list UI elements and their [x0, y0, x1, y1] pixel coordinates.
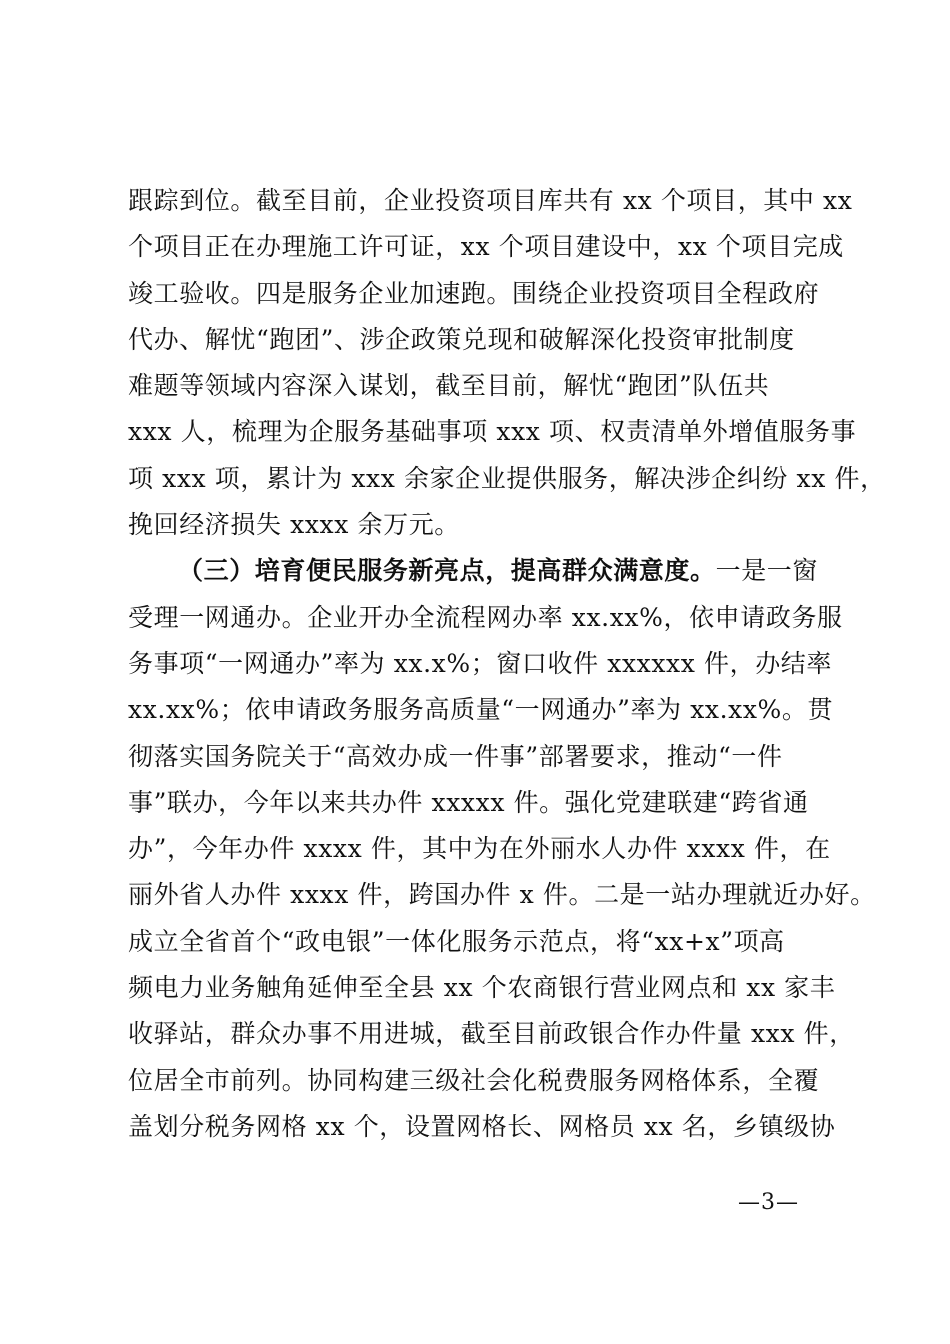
text-line: 收驿站，群众办事不用进城，截至目前政银合作办件量 xxx 件， — [128, 1019, 855, 1049]
heading-line-text: 一是一窗 — [715, 556, 819, 586]
text-line: 事”联办，今年以来共办件 xxxxx 件。强化党建联建“跨省通 — [128, 787, 809, 817]
text-line: 竣工验收。四是服务企业加速跑。围绕企业投资项目全程政府 — [128, 278, 820, 308]
text-line: 跟踪到位。截至目前，企业投资项目库共有 xx 个项目，其中 xx — [128, 186, 853, 215]
text-line: 频电力业务触角延伸至全县 xx 个农商银行营业网点和 xx 家丰 — [128, 973, 836, 1003]
text-line: 务事项“一网通办”率为 xx.x%；窗口收件 xxxxxx 件，办结率 — [128, 648, 832, 678]
text-line: 挽回经济损失 xxxx 余万元。 — [128, 510, 460, 540]
text-line: 彻落实国务院关于“高效办成一件事”部署要求，推动“一件 — [128, 741, 783, 771]
text-line: 项 xxx 项，累计为 xxx 余家企业提供服务，解决涉企纠纷 xx 件， — [128, 463, 886, 493]
text-line: 办”，今年办件 xxxx 件，其中为在外丽水人办件 xxxx 件，在 — [128, 834, 831, 864]
body-text — [128, 178, 886, 1150]
text-line: xxx 人，梳理为企服务基础事项 xxx 项、权责清单外增值服务事 — [128, 417, 857, 447]
text-line: xx.xx%；依申请政务服务高质量“一网通办”率为 xx.xx%。贯 — [128, 695, 834, 725]
text-line: 代办、解忧“跑团”、涉企政策兑现和破解深化投资审批制度 — [128, 324, 795, 354]
paragraph-1 — [128, 178, 886, 548]
section-heading-line — [128, 548, 848, 594]
text-line: 难题等领域内容深入谋划，截至目前，解忧“跑团”队伍共 — [128, 371, 770, 401]
paragraph-2 — [128, 548, 876, 1150]
text-line: 盖划分税务网格 xx 个，设置网格长、网格员 xx 名，乡镇级协 — [128, 1111, 836, 1141]
text-line: 受理一网通办。企业开办全流程网办率 xx.xx%，依申请政务服 — [128, 602, 843, 632]
section-heading: （三）培育便民服务新亮点，提高群众满意度。 — [178, 556, 716, 586]
text-line: 成立全省首个“政电银”一体化服务示范点，将“xx+x”项高 — [128, 926, 785, 956]
text-line: 个项目正在办理施工许可证，xx 个项目建设中，xx 个项目完成 — [128, 232, 844, 262]
text-line: 位居全市前列。协同构建三级社会化税费服务网格体系，全覆 — [128, 1065, 820, 1095]
text-line: 丽外省人办件 xxxx 件，跨国办件 x 件。二是一站办理就近办好。 — [128, 880, 876, 910]
page-number: —3— — [738, 1190, 799, 1215]
